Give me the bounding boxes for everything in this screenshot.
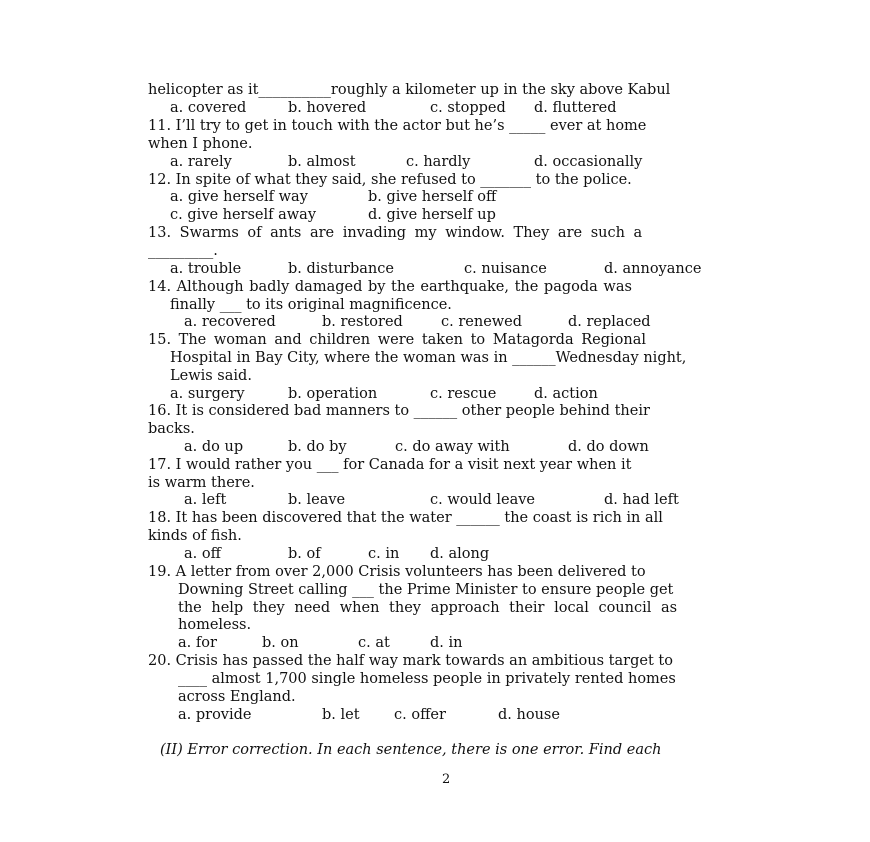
question-13-stem-cont: _________. xyxy=(148,243,218,259)
q18-option-d: d. along xyxy=(430,546,490,562)
q14-option-a: a. recovered xyxy=(184,314,276,330)
q14-option-c: c. renewed xyxy=(441,314,523,330)
q13-option-d: d. annoyance xyxy=(604,261,702,277)
question-16-stem-cont: backs. xyxy=(148,421,195,437)
q14-option-d: d. replaced xyxy=(568,314,651,330)
q14-option-b: b. restored xyxy=(322,314,403,330)
q10-option-d: d. fluttered xyxy=(534,100,617,116)
q16-option-c: c. do away with xyxy=(395,439,510,455)
question-14-stem-cont: finally ___ to its original magnificence. xyxy=(170,297,452,313)
q15-option-d: d. action xyxy=(534,386,598,402)
q17-option-a: a. left xyxy=(184,492,227,508)
q20-option-a: a. provide xyxy=(178,707,252,723)
question-17-stem: 17. I would rather you ___ for Canada for a visit next year when it xyxy=(148,457,632,473)
question-10-stem: helicopter as it__________roughly a kilometer up in the sky above Kabul xyxy=(148,82,671,98)
question-18-stem: 18. It has been discovered that the water ______ the coast is rich in all xyxy=(148,510,663,526)
q13-option-c: c. nuisance xyxy=(464,261,547,277)
question-16-stem: 16. It is considered bad manners to ______ other people behind their xyxy=(148,403,650,419)
question-19-stem-cont3: homeless. xyxy=(178,617,252,633)
question-12-stem: 12. In spite of what they said, she refused to _______ to the police. xyxy=(148,172,632,188)
q19-option-d: d. in xyxy=(430,635,463,651)
q15-option-b: b. operation xyxy=(288,386,378,402)
q16-option-a: a. do up xyxy=(184,439,244,455)
question-13-stem: 13. Swarms of ants are invading my window. They are such a xyxy=(148,225,643,241)
question-15-stem: 15. The woman and children were taken to Matagorda Regional xyxy=(148,332,646,348)
page-number: 2 xyxy=(442,772,451,787)
question-19-stem-cont2: the help they need when they approach their local council as xyxy=(178,600,678,616)
q19-option-a: a. for xyxy=(178,635,217,651)
question-20-stem: 20. Crisis has passed the half way mark towards an ambitious target to xyxy=(148,653,673,669)
q18-option-c: c. in xyxy=(368,546,400,562)
q15-option-c: c. rescue xyxy=(430,386,497,402)
q16-option-b: b. do by xyxy=(288,439,347,455)
question-11-stem: 11. I’ll try to get in touch with the actor but he’s _____ ever at home xyxy=(148,118,647,134)
q17-option-b: b. leave xyxy=(288,492,346,508)
q12-option-b: b. give herself off xyxy=(368,189,497,205)
q19-option-c: c. at xyxy=(358,635,390,651)
q11-option-b: b. almost xyxy=(288,154,356,170)
q11-option-a: a. rarely xyxy=(170,154,232,170)
question-15-stem-cont: Hospital in Bay City, where the woman was in ______Wednesday night, xyxy=(170,350,687,366)
q20-option-c: c. offer xyxy=(394,707,446,723)
q20-option-d: d. house xyxy=(498,707,560,723)
q12-option-a: a. give herself way xyxy=(170,189,308,205)
q16-option-d: d. do down xyxy=(568,439,649,455)
q13-option-b: b. disturbance xyxy=(288,261,394,277)
question-19-stem-cont: Downing Street calling ___ the Prime Minister to ensure people get xyxy=(178,582,674,598)
question-11-stem-cont: when I phone. xyxy=(148,136,253,152)
q11-option-c: c. hardly xyxy=(406,154,471,170)
question-20-stem-cont2: across England. xyxy=(178,689,296,705)
q11-option-d: d. occasionally xyxy=(534,154,643,170)
section-2-heading: (II) Error correction. In each sentence, there is one error. Find each xyxy=(160,742,662,758)
q18-option-b: b. of xyxy=(288,546,321,562)
question-20-stem-cont: ____ almost 1,700 single homeless people in privately rented homes xyxy=(178,671,676,687)
q15-option-a: a. surgery xyxy=(170,386,245,402)
question-18-stem-cont: kinds of fish. xyxy=(148,528,242,544)
q19-option-b: b. on xyxy=(262,635,299,651)
question-14-stem: 14. Although badly damaged by the earthquake, the pagoda was xyxy=(148,279,632,295)
q12-option-d: d. give herself up xyxy=(368,207,496,223)
q10-option-a: a. covered xyxy=(170,100,247,116)
q10-option-b: b. hovered xyxy=(288,100,367,116)
q12-option-c: c. give herself away xyxy=(170,207,317,223)
q13-option-a: a. trouble xyxy=(170,261,242,277)
question-17-stem-cont: is warm there. xyxy=(148,475,255,491)
q17-option-c: c. would leave xyxy=(430,492,535,508)
q20-option-b: b. let xyxy=(322,707,360,723)
question-15-stem-cont2: Lewis said. xyxy=(170,368,252,384)
q10-option-c: c. stopped xyxy=(430,100,506,116)
question-19-stem: 19. A letter from over 2,000 Crisis volunteers has been delivered to xyxy=(148,564,646,580)
q18-option-a: a. off xyxy=(184,546,221,562)
q17-option-d: d. had left xyxy=(604,492,679,508)
